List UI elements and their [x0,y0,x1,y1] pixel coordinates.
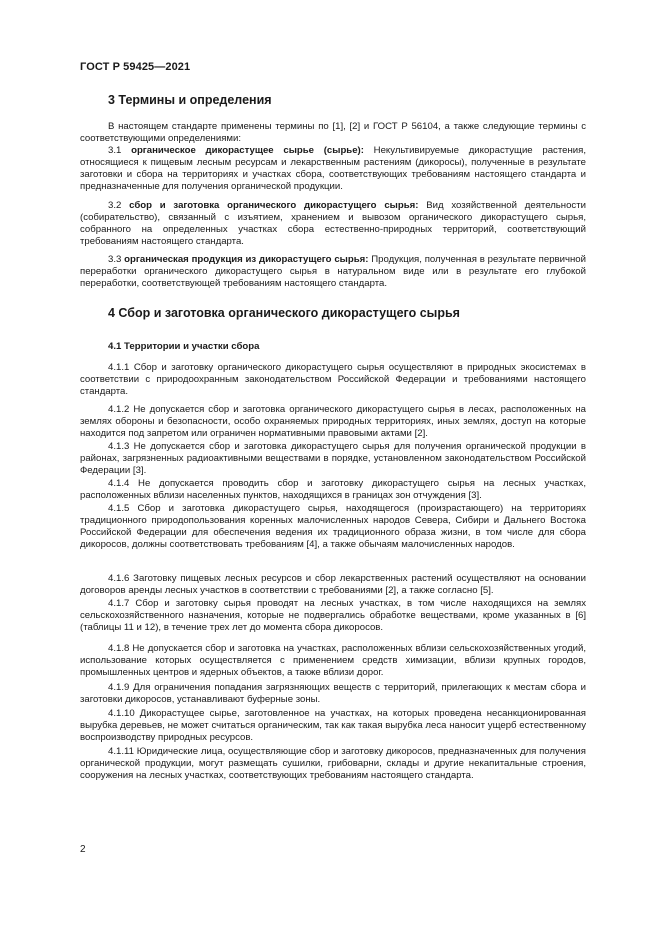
subsection-4-1-title: 4.1 Территории и участки сбора [108,341,260,352]
paragraph-4-1-11: 4.1.11 Юридические лица, осуществляющие сбор и заготовку дикоросов, предназначенных для получения органической продукции, могут размещать сушилки, грибоварни, склады и другие некапитальные строения, сооружения на лесных участках, соответствующих требованиям настоящего стандарта. [80,746,586,782]
section-4-title: 4 Сбор и заготовка органического дикорастущего сырья [108,306,460,320]
term-title: органическое дикорастущее сырье (сырье): [131,145,364,156]
term-3-3 [80,254,586,290]
paragraph-4-1-5: 4.1.5 Сбор и заготовка дикорастущего сырья, находящегося (произрастающего) на территориях традиционного природопользования коренных малочисленных народов Севера, Сибири и Дальнего Востока Российской Федерации для обеспечения ведения их традиционного образа жизни, в том числе для сбора дикоросов, должны соответствовать требованиям [4], а также обычаям малочисленных народов. [80,503,586,551]
paragraph-4-1-1: 4.1.1 Сбор и заготовку органического дикорастущего сырья осуществляют в природных экосистемах в соответствии с природоохранным законодательством Российской Федерации и требованиями настоящего стандарта. [80,362,586,398]
term-definition: Вид хозяйственной деятельности (собирательство), связанный с изъятием, хранением и вывозом органического дикорастущего сырья, собранного на определенных участках сбора естественно-природных территорий, соответствующий требованиям настоящего стандарта. [80,200,586,248]
section-3-title: 3 Термины и определения [108,93,272,107]
paragraph-4-1-6: 4.1.6 Заготовку пищевых лесных ресурсов и сбор лекарственных растений осуществляют на основании договоров аренды лесных участков в соответствии с требованиями [2], а также согласно [5]. [80,573,586,597]
term-definition: Некультивируемые дикорастущие растения, относящиеся к пищевым лесным ресурсам и лекарственным растениям (дикоросы), полученные в результате заготовки и сбора на территориях и участках сбора, соответствующих требованиям настоящего стандарта и предназначенные для получения органической продукции. [80,145,586,193]
section-3-intro: В настоящем стандарте применены термины по [1], [2] и ГОСТ Р 56104, а также следующие термины с соответствующими определениями: [80,121,586,145]
term-3-2 [80,200,586,248]
paragraph-4-1-4: 4.1.4 Не допускается проводить сбор и заготовку дикорастущего сырья на лесных участках, расположенных вблизи населенных пунктов, находящихся в границах зон отчуждения [3]. [80,478,586,502]
term-3-1 [80,145,586,193]
page-number: 2 [80,844,86,855]
paragraph-4-1-3: 4.1.3 Не допускается сбор и заготовка дикорастущего сырья для получения органической продукции в районах, загрязненных радиоактивными веществами в порядке, установленном законодательством Российской Федерации [3]. [80,441,586,477]
term-number: 3.2 [108,200,122,211]
term-number: 3.1 [108,145,122,156]
term-title: сбор и заготовка органического дикорастущего сырья: [129,200,419,211]
paragraph-4-1-9: 4.1.9 Для ограничения попадания загрязняющих веществ с территорий, прилегающих к местам сбора и заготовки дикоросов, устанавливают буферные зоны. [80,682,586,706]
paragraph-4-1-2: 4.1.2 Не допускается сбор и заготовка органического дикорастущего сырья в лесах, расположенных на землях обороны и безопасности, особо охраняемых природных территориях, иных землях, доступ на которые находится под запретом или ограничен нормативными правовыми актами [2]. [80,404,586,440]
paragraph-4-1-7: 4.1.7 Сбор и заготовку сырья проводят на лесных участках, в том числе находящихся на землях сельскохозяйственного назначения, которые не подвергались обработке веществами, кроме указанных в [6] (таблицы 11 и 12), в течение трех лет до момента сбора дикоросов. [80,598,586,634]
doc-code-header: ГОСТ Р 59425—2021 [80,61,191,73]
term-number: 3.3 [108,254,122,265]
term-title: органическая продукция из дикорастущего сырья: [124,254,369,265]
paragraph-4-1-10: 4.1.10 Дикорастущее сырье, заготовленное на участках, на которых проведена несанкционированная вырубка деревьев, не может считаться органическим, так как такая вырубка леса наносит ущерб естественному воспроизводству природных ресурсов. [80,708,586,744]
term-definition: Продукция, полученная в результате первичной переработки органического дикорастущего сырья в натуральном виде или в результате его глубокой переработки, соответствующей требованиям настоящего стандарта. [80,254,586,290]
paragraph-4-1-8: 4.1.8 Не допускается сбор и заготовка на участках, расположенных вблизи сельскохозяйственных угодий, использование которых осуществляется с применением средств химизации, вблизи крупных городов, промышленных центров и ядерных объектов, а также вблизи дорог. [80,643,586,679]
